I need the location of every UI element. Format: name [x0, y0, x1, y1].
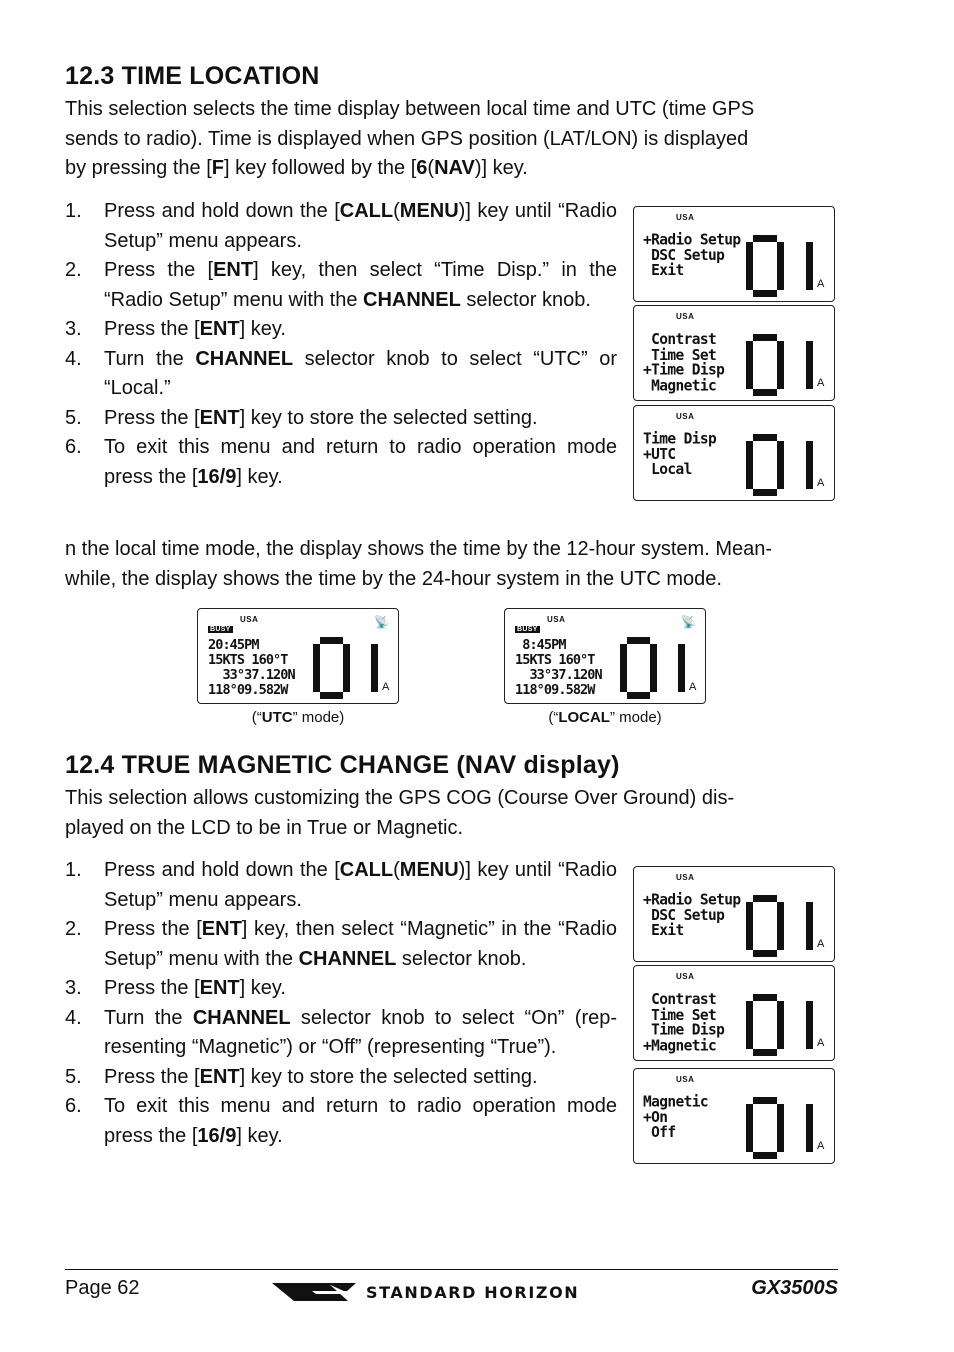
digit-segment	[343, 644, 350, 668]
lcd-menu-text: Time Disp +UTC Local	[643, 430, 717, 479]
digit-segment	[620, 668, 627, 692]
busy-badge: BUSY	[517, 626, 538, 633]
usa-badge: USA	[676, 412, 695, 421]
digit-segment	[753, 1152, 777, 1159]
digit-segment	[320, 692, 343, 699]
digit-segment	[753, 290, 777, 297]
digit-segment	[777, 465, 784, 489]
digit-segment	[753, 434, 777, 441]
digit-segment	[777, 365, 784, 389]
digit-segment	[746, 902, 753, 926]
channel-digits	[746, 994, 826, 1056]
list-item: 5. Press the [ENT] key to store the selected setting.	[65, 1065, 538, 1088]
digit-segment	[746, 365, 753, 389]
digit-segment	[777, 1128, 784, 1152]
channel-suffix: A	[817, 938, 825, 950]
lcd-menu-text: Contrast Time Set +Time Disp Magnetic	[643, 331, 725, 394]
usa-badge: USA	[676, 312, 695, 321]
usa-badge: USA	[676, 1075, 695, 1084]
digit-segment	[650, 668, 657, 692]
digit-segment	[806, 341, 813, 365]
digit-segment	[777, 1001, 784, 1025]
channel-suffix: A	[817, 1140, 825, 1152]
usa-badge: USA	[547, 615, 566, 624]
digit-segment	[753, 994, 777, 1001]
list-item: 4. Turn the CHANNEL selector knob to select “On” (rep-resenting “Magnetic”) or “Off” (representing “True”).	[65, 1006, 618, 1058]
digit-segment	[806, 902, 813, 926]
digit-segment	[753, 489, 777, 496]
digit-segment	[806, 242, 813, 266]
true-magnetic-intro: This selection allows customizing the GPS COG (Course Over Ground) dis- played on the LCD to be in True or Magnetic.	[65, 787, 735, 839]
digit-segment	[777, 926, 784, 950]
digit-segment	[627, 692, 650, 699]
list-item: 6. To exit this menu and return to radio operation mode press the [16/9] key.	[65, 1095, 617, 1147]
digit-segment	[746, 1001, 753, 1025]
digit-segment	[777, 341, 784, 365]
lcd-menu-text: +Radio Setup DSC Setup Exit	[643, 891, 741, 940]
gps-antenna-icon: 📡	[374, 615, 389, 629]
channel-digits	[746, 434, 826, 496]
digit-segment	[313, 668, 320, 692]
digit-segment	[343, 668, 350, 692]
channel-digits	[746, 895, 826, 957]
digit-segment	[746, 341, 753, 365]
channel-digits	[746, 1097, 826, 1159]
lcd-menu-text: Contrast Time Set Time Disp +Magnetic	[643, 991, 725, 1054]
channel-suffix: A	[817, 1037, 825, 1049]
section-heading-true-magnetic: 12.4 TRUE MAGNETIC CHANGE (NAV display)	[65, 751, 620, 779]
page-number: Page 62	[65, 1277, 140, 1299]
digit-segment	[806, 1104, 813, 1128]
digit-segment	[777, 1104, 784, 1128]
nav-readout-text: 8:45PM 15KTS 160°T 33°37.120N 118°09.582W	[515, 637, 602, 698]
digit-segment	[753, 895, 777, 902]
digit-segment	[320, 637, 343, 644]
digit-segment	[746, 1128, 753, 1152]
digit-segment	[806, 266, 813, 290]
digit-segment	[746, 242, 753, 266]
time-location-intro: This selection selects the time display between local time and UTC (time GPS sends to radio). Time is displayed when GPS position (LAT/LON) is displayed by pressing the [F] key followed by the [6(NAV)] key.	[65, 98, 755, 179]
digit-segment	[746, 441, 753, 465]
digit-segment	[753, 950, 777, 957]
digit-segment	[678, 668, 685, 692]
list-item: 1. Press and hold down the [CALL(MENU)] key until “Radio Setup” menu appears.	[65, 200, 617, 252]
digit-segment	[806, 926, 813, 950]
digit-segment	[753, 334, 777, 341]
digit-segment	[753, 389, 777, 396]
digit-segment	[753, 1049, 777, 1056]
time-location-steps	[65, 197, 617, 492]
lcd-menu-text: Magnetic +On Off	[643, 1093, 709, 1142]
list-item: 2. Press the [ENT] key, then select “Magnetic” in the “Radio Setup” menu with the CHANNEL selector knob.	[65, 918, 617, 970]
digit-segment	[777, 441, 784, 465]
digit-segment	[746, 1104, 753, 1128]
footer-divider	[65, 1269, 838, 1270]
usa-badge: USA	[240, 615, 259, 624]
digit-segment	[777, 266, 784, 290]
digit-segment	[806, 465, 813, 489]
list-item: 3. Press the [ENT] key.	[65, 977, 286, 999]
usa-badge: USA	[676, 873, 695, 882]
digit-segment	[313, 644, 320, 668]
list-item: 2. Press the [ENT] key, then select “Time Disp.” in the “Radio Setup” menu with the CHANNEL selector knob.	[65, 259, 617, 311]
section-heading-time-location: 12.3 TIME LOCATION	[65, 62, 320, 90]
caption-utc-mode: (“UTC” mode)	[251, 709, 345, 726]
digit-segment	[806, 1001, 813, 1025]
channel-digits	[746, 235, 826, 297]
digit-segment	[746, 926, 753, 950]
channel-suffix: A	[817, 278, 825, 290]
nav-display-utc	[197, 608, 399, 704]
lcd-on-off-select	[633, 1068, 835, 1164]
channel-suffix: A	[382, 681, 390, 693]
nav-readout-text: 20:45PM 15KTS 160°T 33°37.120N 118°09.582W	[208, 637, 295, 698]
digit-segment	[746, 266, 753, 290]
true-magnetic-steps	[65, 856, 617, 1151]
channel-digits	[746, 334, 826, 396]
list-item: 6. To exit this menu and return to radio operation mode press the [16/9] key.	[65, 436, 617, 488]
digit-segment	[620, 644, 627, 668]
digit-segment	[371, 668, 378, 692]
channel-digits	[620, 637, 698, 699]
digit-segment	[746, 465, 753, 489]
caption-local-mode: (“LOCAL” mode)	[548, 709, 662, 726]
digit-segment	[806, 1128, 813, 1152]
digit-segment	[777, 242, 784, 266]
usa-badge: USA	[676, 213, 695, 222]
time-mode-note: n the local time mode, the display shows the time by the 12-hour system. Mean- while, the display shows the time by the 24-hour system in the UTC mode.	[65, 538, 773, 590]
nav-display-local	[504, 608, 706, 704]
digit-segment	[627, 637, 650, 644]
lcd-utc-local-select	[633, 405, 835, 501]
lcd-magnetic-select	[633, 965, 835, 1061]
digit-segment	[777, 1025, 784, 1049]
brand-wordmark: STANDARD HORIZON	[366, 1283, 580, 1302]
list-item: 5. Press the [ENT] key to store the selected setting.	[65, 406, 538, 429]
brand-mark-icon	[272, 1280, 362, 1304]
usa-badge: USA	[676, 972, 695, 981]
digit-segment	[753, 1097, 777, 1104]
digit-segment	[806, 441, 813, 465]
busy-badge: BUSY	[210, 626, 231, 633]
digit-segment	[650, 644, 657, 668]
gps-antenna-icon: 📡	[681, 615, 696, 629]
channel-suffix: A	[817, 477, 825, 489]
list-item: 3. Press the [ENT] key.	[65, 318, 286, 340]
lcd-radio-setup-menu	[633, 206, 835, 302]
brand-logo	[272, 1280, 634, 1304]
channel-suffix: A	[689, 681, 697, 693]
list-item: 1. Press and hold down the [CALL(MENU)] key until “Radio Setup” menu appears.	[65, 859, 617, 911]
lcd-radio-setup-menu	[633, 866, 835, 962]
lcd-menu-text: +Radio Setup DSC Setup Exit	[643, 231, 741, 280]
digit-segment	[777, 902, 784, 926]
digit-segment	[753, 235, 777, 242]
model-name: GX3500S	[751, 1277, 838, 1299]
lcd-time-disp-select	[633, 305, 835, 401]
digit-segment	[371, 644, 378, 668]
digit-segment	[678, 644, 685, 668]
digit-segment	[806, 1025, 813, 1049]
channel-suffix: A	[817, 377, 825, 389]
list-item: 4. Turn the CHANNEL selector knob to select “UTC” or “Local.”	[65, 347, 617, 399]
channel-digits	[313, 637, 391, 699]
digit-segment	[806, 365, 813, 389]
digit-segment	[746, 1025, 753, 1049]
